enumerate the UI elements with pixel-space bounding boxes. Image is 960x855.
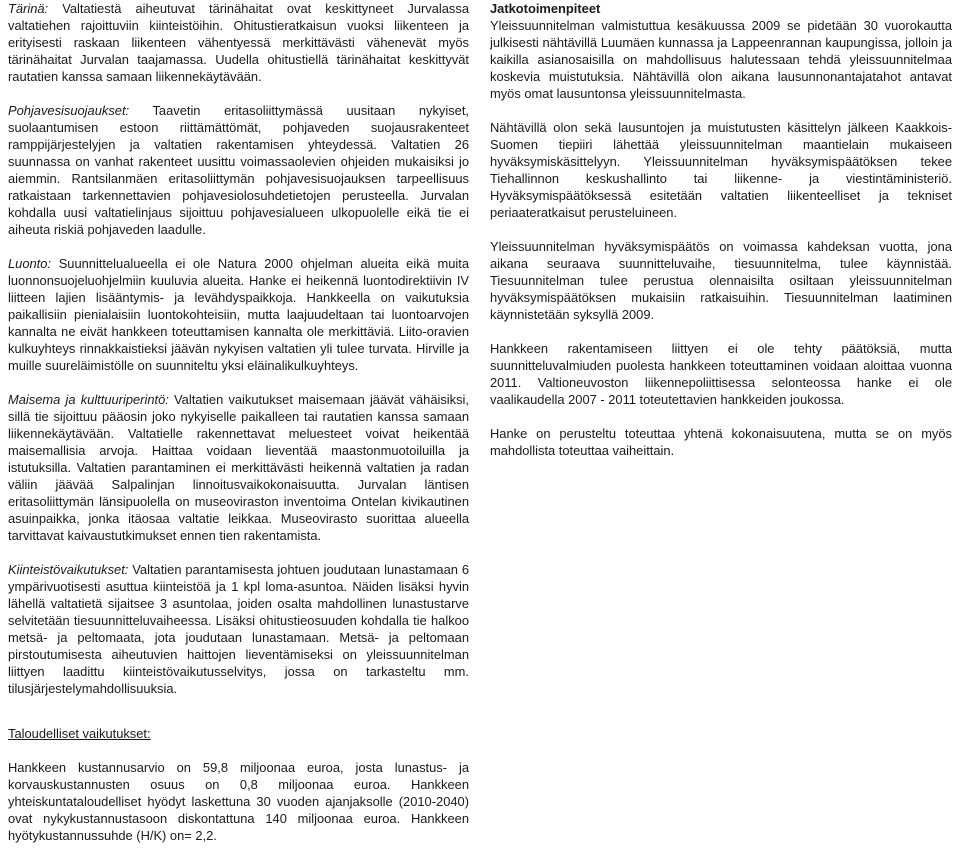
- landscape-paragraph: [8, 391, 469, 544]
- next-steps-heading: Jatkotoimenpiteet: [490, 1, 601, 16]
- right-column: [490, 0, 952, 459]
- landscape-text: Valtatien vaikutukset maisemaan jäävät vähäisiksi, sillä tie sijoittuu pääosin joko nykyiselle paikalleen tai rautatien kanssa samaan liikennekäytävään. Valtatielle rakennettavat meluesteet voivat heikentää maisemallisia arvoja. Haittaa voidaan lieventää maastonmuotoiluilla ja istutuksilla. Valtatien parantaminen ei merkittävästi heikennä valtatien ja radan väliin jäävää Salpalinjan linnoitusvaikokonaisuutta. Jurvalan läntisen eritasoliittymän länsipuolella on museoviraston inventoima Ontelan kivikautinen asuinpaikka, jonka itäosaa valtatie leikkaa. Museovirasto suorittaa alueella tarvittavat kaivaustutkimukset ennen tien rakentamista.: [8, 392, 469, 543]
- economic-paragraph: Hankkeen kustannusarvio on 59,8 miljoonaa euroa, josta lunastus- ja korvauskustannusten osuus on 0,8 miljoonaa euroa. Hankkeen yhteiskuntataloudelliset hyödyt laskettuna 30 vuoden ajanjaksolle (2010-2040) ovat nykykustannustasoon diskontattuna 140 miljoonaa euroa. Hankkeen hyötykustannussuhde (H/K) on= 2,2.: [8, 760, 469, 843]
- property-label: Kiinteistövaikutukset:: [8, 562, 129, 577]
- vibration-text: Valtatiestä aiheutuvat tärinähaitat ovat keskittyneet Jurvalassa valtatiehen rajoittuviin kiinteistöihin. Ohitustieratkaisun vuoksi liikenteen ja erityisesti raskaan liikenteen vähentyessä merkittävästi vähenevät myös tärinähaitat Jurvalan taajamassa. Uudella ohitustiellä tärinähaitat keskittyvät rautatien kanssa samaan liikennekäytävään.: [8, 1, 469, 84]
- next-steps-paragraph-1: Yleissuunnitelman valmistuttua kesäkuussa 2009 se pidetään 30 vuorokautta julkisesti nähtävillä Luumäen kunnassa ja Lappeenrannan kaupungissa, jolloin ja kaikilla asianosaisilla on mahdollisuus halutessaan tehdä yleissuunnitelmaa koskevia muistutuksia. Nähtävillä olon aikana lausunnonantajatahot antavat myös omat lausuntonsa yleissuunnitelmasta.: [490, 18, 952, 101]
- economic-heading: Taloudelliset vaikutukset:: [8, 726, 151, 741]
- next-steps-paragraph-5: Hanke on perusteltu toteuttaa yhtenä kokonaisuutena, mutta se on myös mahdollista toteuttaa vaiheittain.: [490, 426, 952, 458]
- nature-text: Suunnittelualueella ei ole Natura 2000 ohjelman alueita eikä muita luonnonsuojeluohjelmiin kuuluvia alueita. Hanke ei heikennä luontodirektiivin IV liitteen lajien lisääntymis- ja levähdyspaikkoja. Hankkeella on vaikutuksia paikallisiin pienialaisiin luontokohteisiin, mutta laajuudeltaan tai luontoarvojen kannalta ne eivät hankkeen toteuttamisen kannalta ole merkittäviä. Liito-oravien kulkuyhteys rinnakkaistieksi jäävän nykyisen valtatien yli tulee turvata. Hirville ja muille suureläimistölle on suunniteltu yksi eläinalikulkuyhteys.: [8, 256, 469, 373]
- nature-label: Luonto:: [8, 256, 52, 271]
- property-text: Valtatien parantamisesta johtuen joudutaan lunastamaan 6 ympärivuotisesti asuttua kiinteistöä ja 1 kpl loma-asuntoa. Näiden lisäksi hyvin lähellä valtatietä sijaitsee 3 asuntolaa, joiden osalta mahdollinen lunastustarve selvitetään tiesuunnitteluvaiheessa. Lisäksi ohitustieosuuden kohdalla tie halkoo metsä- ja peltomaata, jota joudutaan lunastamaan. Metsä- ja peltomaan pirstoutumisesta aiheutuvien haittojen lieventämiseksi on yleissuunnitelman liittyen laadittu kiinteistövaikutusselvitys, jossa on tarkasteltu mm. tilusjärjestelymahdollisuuksia.: [8, 562, 469, 696]
- vibration-paragraph: [8, 0, 469, 85]
- left-column: [8, 0, 469, 844]
- landscape-label: Maisema ja kulttuuriperintö:: [8, 392, 169, 407]
- vibration-label: Tärinä:: [8, 1, 49, 16]
- groundwater-text: Taavetin eritasoliittymässä uusitaan nykyiset, suolaantumisen estoon riittämättömät, pohjaveden suojausrakenteet ramppijärjestelyjen ja valtatien rakentamisen yhteydessä. Valtatien 26 suunnassa on vanhat rakenteet uusittu voimassaolevien ohjeiden mukaisiksi jo aiemmin. Rantsilanmäen eritasoliittymän pohjavesisuojauksen tarpeellisuus ratkaistaan tarkennettavien pohjavesiolosuhdetietojen perusteella. Jurvalan kohdalla uusi valtatielinjaus sijoittuu pohjavesialueen ulkopuolelle eikä tie ei aiheuta riskiä pohjaveden laadulle.: [8, 103, 469, 237]
- groundwater-label: Pohjavesisuojaukset:: [8, 103, 130, 118]
- next-steps-paragraph-3: Yleissuunnitelman hyväksymispäätös on voimassa kahdeksan vuotta, jona aikana seuraava suunnitteluvaihe, tiesuunnitelma, tulee käynnistää. Tiesuunnitelman tulee perustua olennaisilta osiltaan yleissuunnitelman hyväksymispäätöksen mukaisiin ratkaisuihin. Tiesuunnitelman laatiminen käynnistetään syksyllä 2009.: [490, 239, 952, 322]
- nature-paragraph: [8, 255, 469, 374]
- next-steps-paragraph-4: Hankkeen rakentamiseen liittyen ei ole tehty päätöksiä, mutta suunnitteluvalmiuden puolesta hankkeen toteuttaminen voidaan aloittaa vuonna 2011. Valtioneuvoston liikennepoliittisessa selonteossa hanke ei ole vaalikaudella 2007 - 2011 toteutettavien hankkeiden joukossa.: [490, 341, 952, 407]
- property-paragraph: [8, 561, 469, 697]
- next-steps-paragraph-2: Nähtävillä olon sekä lausuntojen ja muistutusten käsittelyn jälkeen Kaakkois-Suomen tiepiiri lähettää yleissuunnitelman maantielain mukaiseen hyväksymiskäsittelyyn. Yleissuunnitelman hyväksymispäätöksen tekee Tiehallinnon keskushallinto tai liikenne- ja viestintäministeriö. Hyväksymispäätöksessä esitetään valtatien liikenteelliset ja tekniset periaateratkaisut perusteluineen.: [490, 120, 952, 220]
- groundwater-paragraph: [8, 102, 469, 238]
